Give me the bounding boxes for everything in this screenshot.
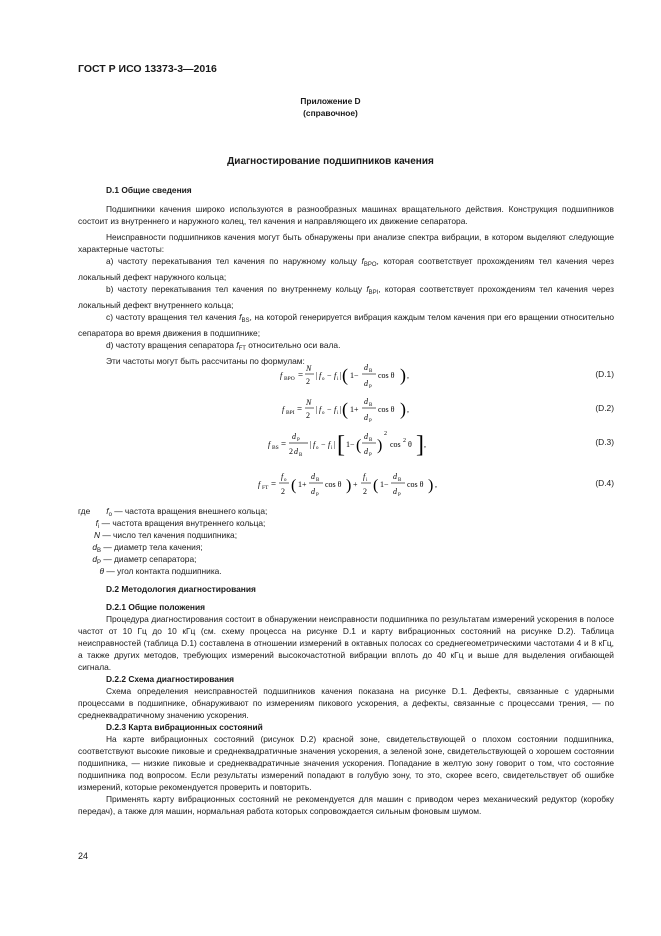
svg-text:−: − [327, 405, 332, 414]
svg-text:+: + [353, 480, 358, 489]
svg-text:]: ] [416, 432, 424, 458]
svg-text:|: | [340, 371, 342, 380]
svg-text:B: B [299, 453, 303, 458]
legend-row: θ — угол контакта подшипника. [99, 566, 222, 576]
svg-text:=: = [298, 370, 304, 380]
svg-text:P: P [398, 493, 401, 498]
svg-text:f: f [268, 440, 271, 449]
svg-text:[: [ [337, 432, 345, 458]
svg-text:cos θ: cos θ [378, 371, 395, 380]
svg-text:i: i [337, 411, 339, 416]
svg-text:−: − [321, 440, 326, 449]
svg-text:|: | [316, 405, 318, 414]
svg-text:f: f [258, 480, 261, 489]
svg-text:(: ( [342, 365, 348, 385]
svg-text:,: , [407, 405, 409, 414]
svg-text:cos: cos [390, 440, 401, 449]
section-d1-heading: D.1 Общие сведения [106, 185, 192, 195]
list-item: d) частоту вращения сепаратора $f_{FT}$ относительно оси вала. [106, 340, 341, 352]
svg-text:B: B [369, 403, 373, 408]
svg-text:P: P [297, 438, 300, 443]
svg-text:i: i [366, 478, 368, 483]
svg-text:1−: 1− [346, 440, 355, 449]
svg-text:f: f [328, 440, 331, 449]
section-d21-heading: D.2.1 Общие положения [106, 602, 205, 612]
document-header: ГОСТ Р ИСО 13373-3—2016 [78, 63, 217, 75]
svg-text:1−: 1− [350, 371, 359, 380]
svg-text:2: 2 [306, 411, 310, 420]
svg-text:FT: FT [262, 485, 269, 491]
svg-text:f: f [280, 371, 283, 380]
svg-text:θ: θ [408, 440, 412, 449]
svg-text:,: , [407, 371, 409, 380]
d1-text [78, 203, 614, 367]
equation-number: (D.1) [595, 369, 614, 379]
svg-text:2: 2 [306, 377, 310, 386]
svg-text:N: N [306, 398, 312, 407]
svg-text:1+: 1+ [298, 480, 307, 489]
svg-text:i: i [331, 446, 333, 451]
svg-text:2: 2 [281, 487, 285, 496]
svg-text:P: P [369, 453, 372, 458]
svg-text:(: ( [373, 477, 379, 494]
svg-text:BPI: BPI [286, 410, 295, 416]
svg-text:o: o [284, 478, 287, 483]
svg-text:B: B [369, 369, 373, 374]
annex-subtitle: (справочное) [303, 108, 358, 118]
svg-text:BS: BS [272, 445, 279, 451]
section-d23-heading: D.2.3 Карта вибрационных состояний [106, 722, 263, 732]
section-d2-heading: D.2 Методология диагностирования [106, 584, 256, 594]
svg-text:f: f [281, 472, 284, 481]
svg-text:d: d [311, 472, 315, 481]
svg-text:N: N [306, 364, 312, 373]
legend-row: $d_P$ — диаметр сепаратора; [92, 554, 197, 566]
svg-text:2: 2 [403, 438, 406, 444]
list-item: c) частоту вращения тел качения $f_{BS}$, на которой генерируется вибрация каждым телом качения при его вращении относительно сепаратора во время движения в подшипнике; [78, 312, 614, 338]
equation-number: (D.2) [595, 403, 614, 413]
svg-text:d: d [364, 447, 368, 456]
svg-text:B: B [398, 478, 402, 483]
svg-text:=: = [271, 479, 277, 489]
svg-text:P: P [316, 493, 319, 498]
svg-text:|: | [310, 440, 312, 449]
d23-text [78, 733, 614, 817]
svg-text:f: f [319, 371, 322, 380]
svg-text:f: f [363, 472, 366, 481]
svg-text:d: d [294, 447, 298, 456]
svg-text:o: o [316, 446, 319, 451]
svg-text:f: f [334, 405, 337, 414]
svg-text:d: d [393, 472, 397, 481]
list-item: a) частоту перекатывания тел качения по наружному кольцу $f_{BPO}$, которая соответствует прохождениям тел качения через локальный дефект наружного кольца; [78, 256, 614, 282]
svg-text:o: o [322, 377, 325, 382]
svg-text:d: d [393, 487, 397, 496]
svg-text:d: d [364, 413, 368, 422]
svg-text:f: f [313, 440, 316, 449]
svg-text:=: = [297, 404, 303, 414]
svg-text:f: f [282, 405, 285, 414]
equation-number: (D.4) [595, 478, 614, 488]
svg-text:cos θ: cos θ [325, 480, 342, 489]
svg-text:(: ( [291, 477, 297, 494]
svg-text:d: d [364, 363, 368, 372]
svg-text:=: = [281, 439, 287, 449]
svg-text:,: , [435, 480, 437, 489]
svg-text:2: 2 [384, 431, 387, 437]
svg-text:2: 2 [363, 487, 367, 496]
svg-text:(: ( [342, 399, 348, 419]
svg-text:2: 2 [289, 447, 293, 456]
svg-text:B: B [316, 478, 320, 483]
svg-text:d: d [311, 487, 315, 496]
spacer [280, 368, 281, 369]
svg-text:): ) [428, 477, 434, 494]
svg-text:|: | [316, 371, 318, 380]
equation-number: (D.3) [595, 437, 614, 447]
svg-text:d: d [292, 432, 296, 441]
svg-text:−: − [327, 371, 332, 380]
legend-row: N — число тел качения подшипника; [93, 530, 238, 540]
svg-text:o: o [322, 411, 325, 416]
svg-text:d: d [364, 432, 368, 441]
svg-text:): ) [400, 365, 406, 385]
d23-paragraph: Применять карту вибрационных состояний не рекомендуется для машин с приводом через механический редуктор (коробку передач), а также для машин, нормальная работа которых сопровождается сильным фоновым шумом. [78, 794, 614, 816]
svg-text:(: ( [356, 437, 362, 454]
page-number: 24 [78, 851, 89, 861]
svg-text:cos θ: cos θ [407, 480, 424, 489]
svg-text:): ) [346, 477, 352, 494]
svg-text:f: f [334, 371, 337, 380]
svg-text:,: , [424, 440, 426, 449]
svg-text:d: d [364, 397, 368, 406]
svg-text:|: | [334, 440, 336, 449]
svg-text:cos θ: cos θ [378, 405, 395, 414]
legend-row: где $f_o$ — частота вращения внешнего кольца; [78, 506, 268, 518]
svg-text:BPO: BPO [284, 376, 295, 382]
svg-text:|: | [340, 405, 342, 414]
svg-text:1+: 1+ [350, 405, 359, 414]
equation-d2-body [280, 392, 430, 428]
svg-text:): ) [377, 437, 383, 454]
d22-paragraph: Схема определения неисправностей подшипников качения показана на рисунке D.1. Дефекты, связанные с ударными процессами в подшипнике, обнаруживают по измерениям пикового ускорения, а дефекты, связанные с процессами трения, — по среднеквадратичному значению ускорения. [78, 686, 614, 720]
section-d22-heading: D.2.2 Схема диагностирования [106, 674, 235, 684]
list-item: b) частоту перекатывания тел качения по внутреннему кольцу $f_{BPI}$, которая соответствует прохождениям тел качения через локальный дефект внутреннего кольца; [78, 284, 614, 310]
svg-text:1−: 1− [380, 480, 389, 489]
svg-text:P: P [369, 385, 372, 390]
svg-text:P: P [369, 419, 372, 424]
legend-row: $f_i$ — частота вращения внутреннего кольца; [95, 518, 266, 530]
d21-paragraph: Процедура диагностирования состоит в обнаружении неисправности подшипника по результатам измерений ускорения в полосе частот от 10 Гц до 10 кГц (см. схему процесса на рисунке D.1 и карту вибрационных состояний на рисунке D.2). Таблица неисправностей (таблица D.1) составлена в отношении измерений в октавных полосах со среднегеометрическими частотами 4 и 8 кГц, а также других методов, требующих измерений высокочастотной вибрации вплоть до 40 кГц и выше для выделения огибающей сигнала. [78, 614, 614, 672]
main-title: Диагностирование подшипников качения [227, 156, 434, 167]
equation-d3 [266, 425, 436, 465]
svg-text:f: f [319, 405, 322, 414]
svg-text:d: d [364, 379, 368, 388]
svg-text:): ) [400, 399, 406, 419]
annex-title: Приложение D [300, 96, 361, 106]
legend-row: $d_B$ — диаметр тела качения; [92, 542, 203, 554]
svg-text:B: B [369, 438, 373, 443]
svg-text:i: i [337, 377, 339, 382]
formulas-intro: Эти частоты могут быть рассчитаны по формулам: [106, 356, 305, 366]
d23-paragraph: На карте вибрационных состояний (рисунок D.2) красной зоне, свидетельствующей о плохом состоянии подшипника, соответствуют высокие пиковые и среднеквадратичные значения ускорения, а зеленой зоне, свидетельствующей о хорошем состоянии подшипника, — низкие пиковые и среднеквадратичные значения ускорения. Попадание в желтую зону говорит о том, что состояние подшипника под вопросом. Если результаты измерений попадают в голубую зону, то это, скорее всего, свидетельствует об ошибке измерений, которые рекомендуется проверить и повторить. [78, 734, 614, 792]
d1-paragraph: Неисправности подшипников качения могут быть обнаружены при анализе спектра вибрации, в котором выделяют следующие характерные частоты: [78, 232, 614, 254]
d1-paragraph: Подшипники качения широко используются в разнообразных машинах вращательного действия. Конструкция подшипников состоит из внутреннего и наружного колец, тел качения и направляющего их движение сепаратора. [78, 204, 614, 226]
equation-d4 [256, 465, 446, 505]
